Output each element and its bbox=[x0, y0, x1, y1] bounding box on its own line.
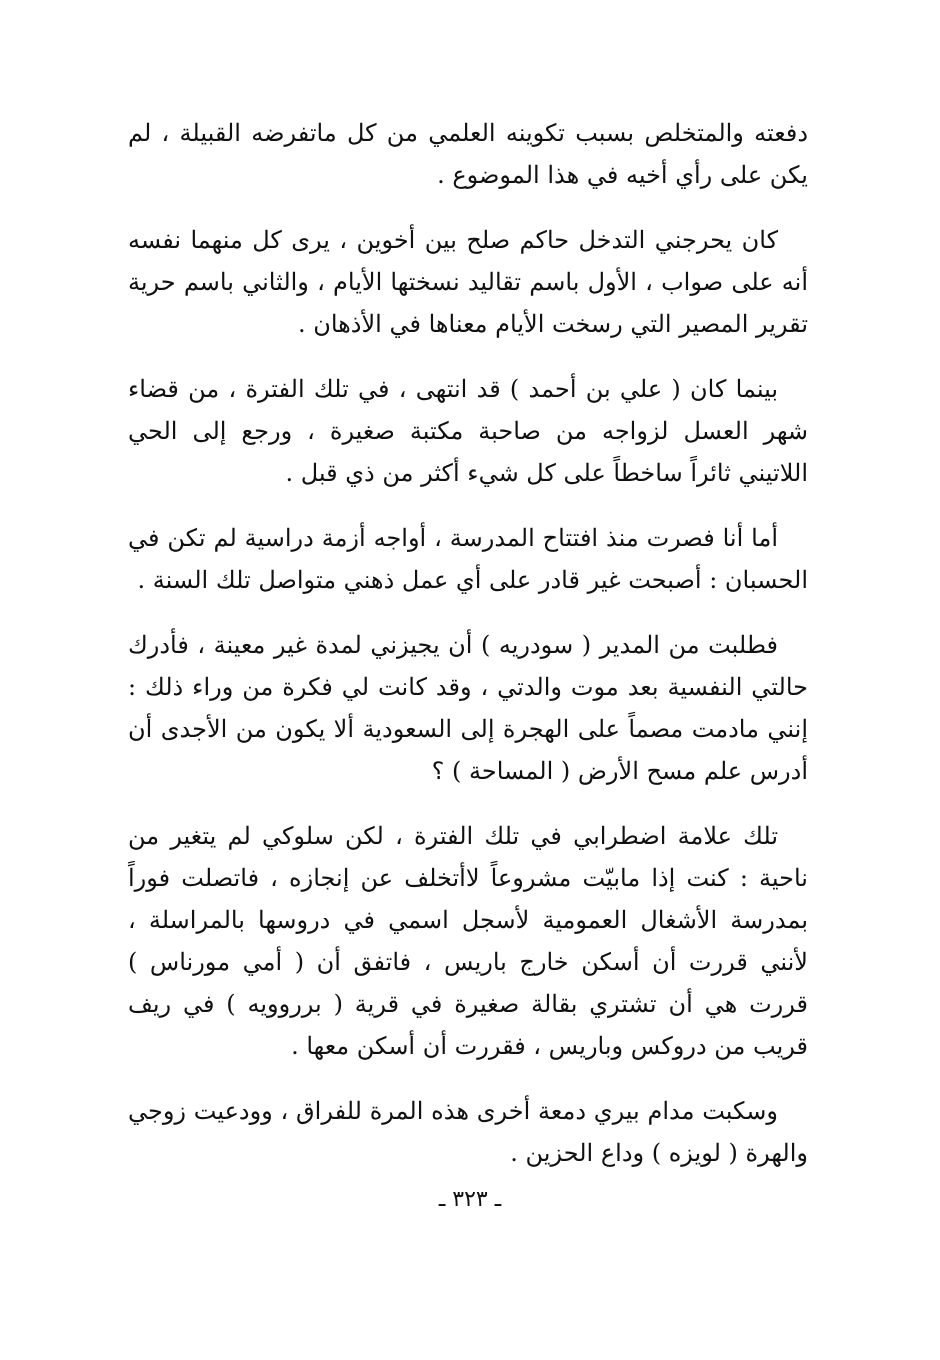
paragraph-3: بينما كان ( علي بن أحمد ) قد انتهى ، في تلك الفترة ، من قضاء شهر العسل لزواجه من صاحبة مكتبة صغيرة ، ورجع إلى الحي اللاتيني ثائراً ساخطاً على كل شيء أكثر من ذي قبل . bbox=[128, 375, 808, 487]
paragraph-2: كان يحرجني التدخل حاكم صلح بين أخوين ، يرى كل منهما نفسه أنه على صواب ، الأول باسم تقاليد نسختها الأيام ، والثاني باسم حرية تقرير المصير التي رسخت الأيام معناها في الأذهان . bbox=[128, 226, 808, 338]
paragraph-5: فطلبت من المدير ( سودريه ) أن يجيزني لمدة غير معينة ، فأدرك حالتي النفسية بعد موت والدتي ، وقد كانت لي فكرة من وراء ذلك : إنني مادمت مصماً على الهجرة إلى السعودية ألا يكون من الأجدى أن أدرس علم مسح الأرض ( المساحة ) ؟ bbox=[128, 631, 808, 785]
paragraph-4: أما أنا فصرت منذ افتتاح المدرسة ، أواجه أزمة دراسية لم تكن في الحسبان : أصبحت غير قادر على أي عمل ذهني متواصل تلك السنة . bbox=[128, 524, 808, 594]
paragraph-6: تلك علامة اضطرابي في تلك الفترة ، لكن سلوكي لم يتغير من ناحية : كنت إذا مابيّت مشروعاً لاأتخلف عن إنجازه ، فاتصلت فوراً بمدرسة الأشغال العمومية لأسجل اسمي في دروسها بالمراسلة ، لأنني قررت أن أسكن خارج باريس ، فاتفق أن ( أمي مورناس ) قررت هي أن تشتري بقالة صغيرة في قرية ( برروويه ) في ريف قريب من دروكس وباريس ، فقررت أن أسكن معها . bbox=[128, 822, 808, 1060]
paragraph-1: دفعته والمتخلص بسبب تكوينه العلمي من كل ماتفرضه القبيلة ، لم يكن على رأي أخيه في هذا الموضوع . bbox=[128, 119, 808, 189]
paragraph-7: وسكبت مدام بيري دمعة أخرى هذه المرة للفراق ، وودعيت زوجي والهرة ( لويزه ) وداع الحزين . bbox=[128, 1097, 808, 1167]
body-text bbox=[128, 112, 808, 1197]
page-number: ـ ٣٢٣ ـ bbox=[438, 1187, 502, 1212]
